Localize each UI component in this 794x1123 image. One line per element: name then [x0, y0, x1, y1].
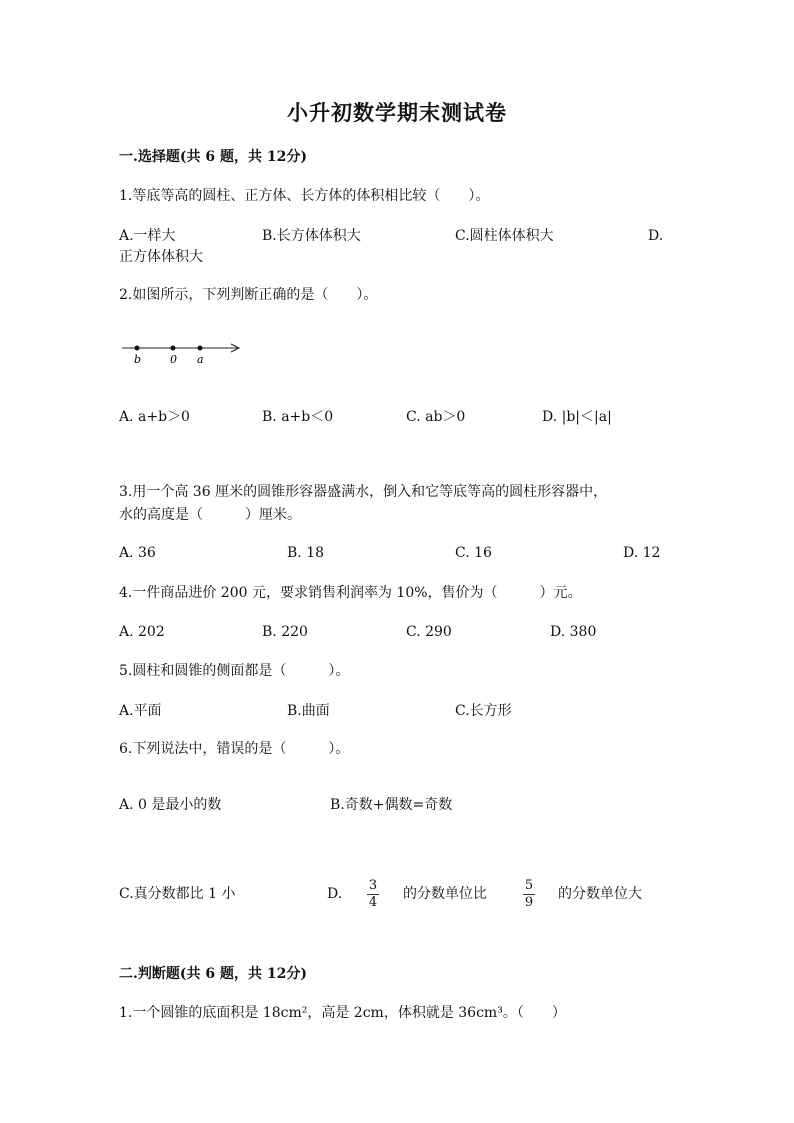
q2-option-c[interactable]: C. ab＞0 — [406, 409, 466, 425]
question-1-stem: 1.等底等高的圆柱、正方体、长方体的体积相比较（ ）。 — [119, 188, 490, 204]
q6-option-a[interactable]: A. 0 是最小的数 — [119, 797, 222, 813]
page-title: 小升初数学期末测试卷 — [287, 100, 507, 125]
point-zero — [171, 346, 176, 351]
q3-option-b[interactable]: B. 18 — [287, 545, 325, 561]
number-line-figure — [118, 336, 248, 368]
point-a — [198, 346, 203, 351]
q5-option-c[interactable]: C.长方形 — [455, 703, 512, 719]
q6-option-d-mid-text: 的分数单位比 — [403, 886, 487, 902]
question-2-stem: 2.如图所示，下列判断正确的是（ ）。 — [119, 287, 378, 303]
question-4-stem: 4.一件商品进价 200 元，要求销售利润率为 10%，售价为（ ）元。 — [119, 585, 582, 601]
q4-option-a[interactable]: A. 202 — [119, 624, 165, 640]
fraction-three-fourths — [367, 879, 379, 910]
fraction-numerator: 3 — [368, 878, 378, 893]
question-5-stem: 5.圆柱和圆锥的侧面都是（ ）。 — [119, 663, 350, 679]
point-b — [135, 346, 140, 351]
q6-option-c[interactable]: C.真分数都比 1 小 — [119, 886, 236, 902]
section-header-judgement: 二.判断题(共 6 题，共 12分) — [119, 966, 307, 982]
q3-option-a[interactable]: A. 36 — [119, 545, 156, 561]
fraction-numerator: 5 — [524, 878, 534, 893]
q5-option-b[interactable]: B.曲面 — [287, 703, 330, 719]
section-header-choice: 一.选择题(共 6 题，共 12分) — [119, 149, 307, 165]
q5-option-a[interactable]: A.平面 — [119, 703, 162, 719]
fraction-denominator: 4 — [368, 895, 378, 910]
question-3-stem-line1: 3.用一个高 36 厘米的圆锥形容器盛满水，倒入和它等底等高的圆柱形容器中， — [119, 484, 608, 500]
q6-option-d-label[interactable]: D. — [327, 886, 343, 902]
fraction-five-ninths — [523, 879, 535, 910]
q4-option-c[interactable]: C. 290 — [406, 624, 452, 640]
question-3-stem-line2: 水的高度是（ ）厘米。 — [119, 507, 301, 523]
q6-option-b[interactable]: B.奇数+偶数=奇数 — [330, 797, 453, 813]
q1-option-d-text[interactable]: 正方体体积大 — [119, 249, 203, 265]
q3-option-d[interactable]: D. 12 — [623, 545, 661, 561]
q2-option-d[interactable]: D. |b|＜|a| — [542, 409, 612, 425]
q6-option-d-tail-text: 的分数单位大 — [558, 886, 642, 902]
label-zero: 0 — [170, 353, 177, 366]
q2-option-a[interactable]: A. a+b＞0 — [119, 409, 190, 425]
q1-option-a[interactable]: A.一样大 — [119, 228, 176, 244]
q1-option-b[interactable]: B.长方体体积大 — [262, 228, 361, 244]
label-a: a — [197, 353, 204, 366]
q1-option-d-label[interactable]: D. — [648, 228, 664, 244]
q4-option-d[interactable]: D. 380 — [550, 624, 597, 640]
q3-option-c[interactable]: C. 16 — [455, 545, 492, 561]
question-6-stem: 6.下列说法中，错误的是（ ）。 — [119, 741, 350, 757]
q2-option-b[interactable]: B. a+b＜0 — [262, 409, 334, 425]
judgement-question-1: 1.一个圆锥的底面积是 18cm²，高是 2cm，体积就是 36cm³。（ ） — [119, 1005, 566, 1021]
label-b: b — [134, 353, 142, 366]
q1-option-c[interactable]: C.圆柱体体积大 — [455, 228, 554, 244]
q4-option-b[interactable]: B. 220 — [262, 624, 308, 640]
fraction-denominator: 9 — [524, 895, 534, 910]
